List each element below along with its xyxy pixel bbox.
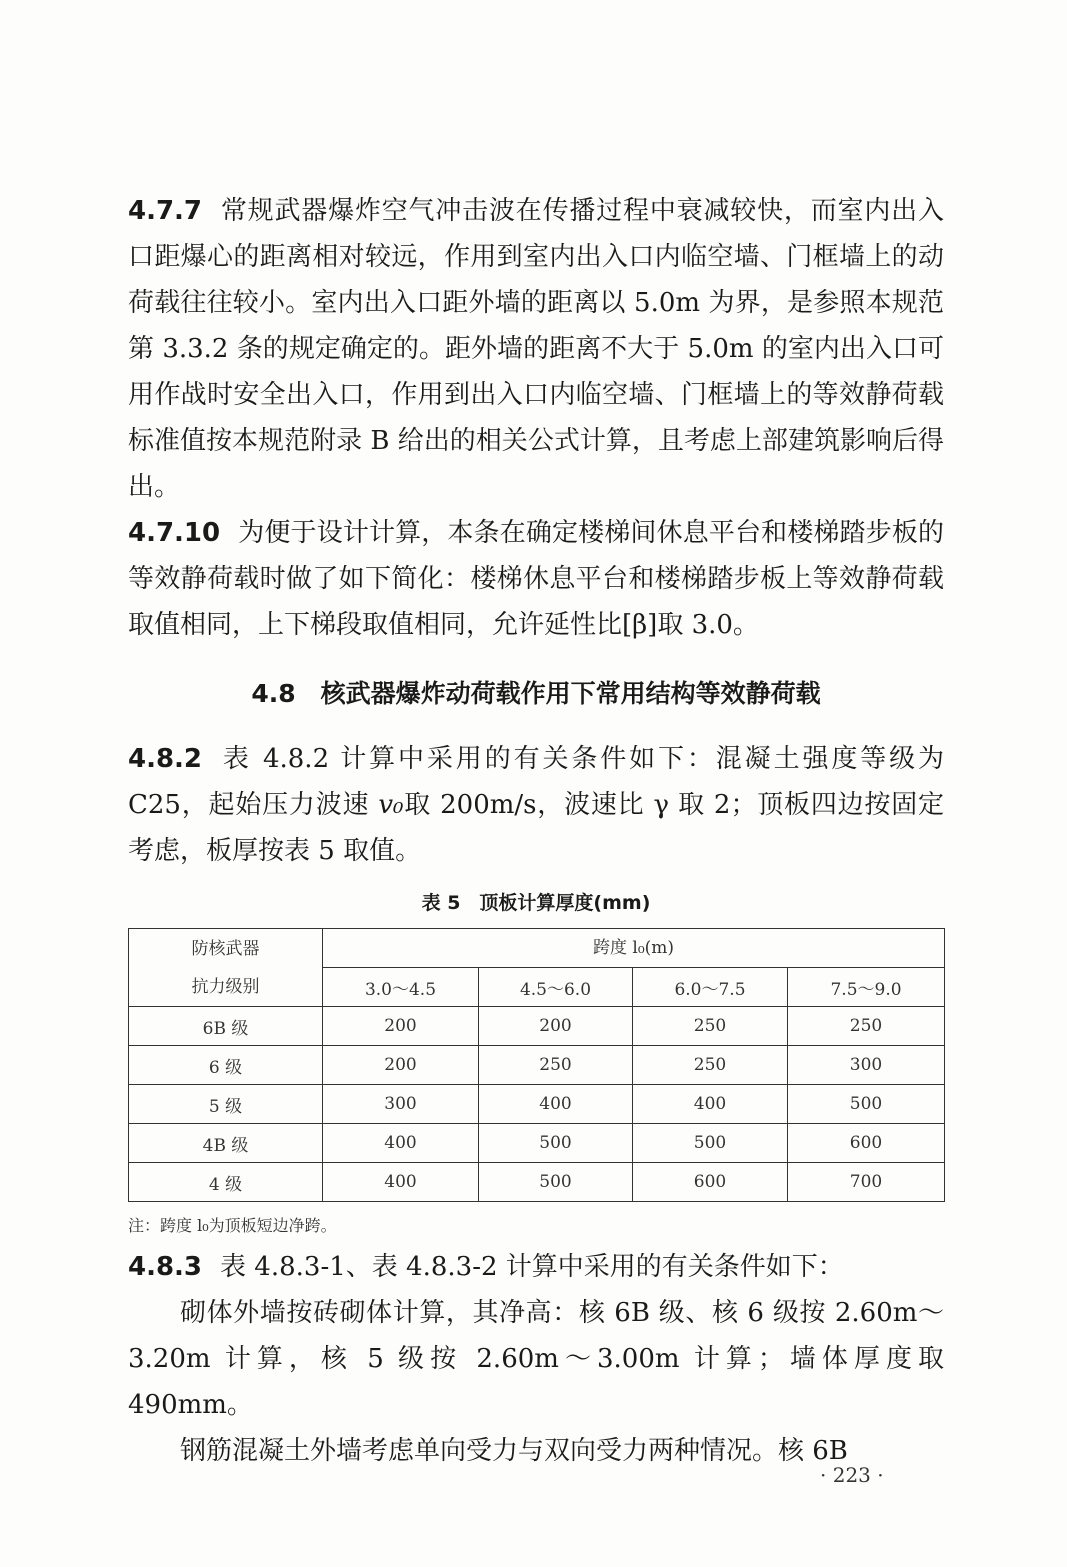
value-cell: 200 [323,1007,479,1046]
table-row [129,1085,945,1124]
row-header-line1: 防核武器 [191,938,260,959]
column-header: 4.5～6.0 [479,968,633,1007]
level-cell: 5 级 [129,1085,323,1124]
row-header-line2: 抗力级别 [191,976,260,997]
clause-text: 常规武器爆炸空气冲击波在传播过程中衰减较快，而室内出入口距爆心的距离相对较远，作用到室内出入口内临空墙、门框墙上的动荷载往往较小。室内出入口距外墙的距离以 5.0m 为界，是参照本规范第 3.3.2 条的规定确定的。距外墙的距离不大于 5.0m 的室内出入口可用作战时安全出入口，作用到出入口内临空墙、门框墙上的等效静荷载标准值按本规范附录 B 给出的相关公式计算，且考虑上部建筑影响后得出。 [128,196,944,502]
clause-number: 4.8.3 [128,1252,203,1282]
clause-4-8-3 [128,1244,944,1290]
value-cell: 400 [323,1124,479,1163]
clause-number: 4.7.7 [128,196,203,226]
value-cell: 500 [633,1124,788,1163]
clause-text: 为便于设计计算，本条在确定楼梯间休息平台和楼梯踏步板的等效静荷载时做了如下简化：楼梯休息平台和楼梯踏步板上等效静荷载取值相同，上下梯段取值相同，允许延性比[β]取 3.0。 [128,518,944,640]
clause-text: 表 4.8.3-1、表 4.8.3-2 计算中采用的有关条件如下： [220,1252,844,1282]
value-cell: 600 [788,1124,945,1163]
value-cell: 600 [633,1163,788,1202]
value-cell: 300 [788,1046,945,1085]
section-title: 4.8 核武器爆炸动荷载作用下常用结构等效静荷载 [251,679,821,708]
level-cell: 4 级 [129,1163,323,1202]
clause-4-8-3-para3: 钢筋混凝土外墙考虑单向受力与双向受力两种情况。核 6B [180,1436,848,1466]
table-row [129,1124,945,1163]
row-header-cell [129,929,323,1007]
value-cell: 500 [479,1163,633,1202]
clause-text: 表 4.8.2 计算中采用的有关条件如下：混凝土强度等级为 C25，起始压力波速 [128,744,944,820]
value-cell: 700 [788,1163,945,1202]
column-header: 3.0～4.5 [323,968,479,1007]
value-cell: 400 [323,1163,479,1202]
value-cell: 300 [323,1085,479,1124]
page-number: · 223 · [820,1463,884,1487]
table-row [129,1046,945,1085]
clause-4-8-3-para2: 砌体外墙按砖砌体计算，其净高：核 6B 级、核 6 级按 2.60m～3.20m 计算，核 5 级按 2.60m～3.00m 计算；墙体厚度取 490mm。 [128,1298,944,1420]
roof-thickness-table [128,928,945,1202]
table-row [129,1007,945,1046]
page-content [128,188,944,1474]
table-note: 注：跨度 l₀为顶板短边净跨。 [128,1216,337,1235]
clause-text-cont: 取 200m/s，波速比 γ 取 2；顶板四边按固定考虑，板厚按表 5 取值。 [128,790,944,866]
level-cell: 6B 级 [129,1007,323,1046]
column-header: 7.5～9.0 [788,968,945,1007]
table-title: 表 5 顶板计算厚度(mm) [421,892,651,914]
clause-4-7-10 [128,510,944,648]
table-row [129,1163,945,1202]
value-cell: 250 [633,1046,788,1085]
column-header: 6.0～7.5 [633,968,788,1007]
value-cell: 200 [479,1007,633,1046]
value-cell: 500 [788,1085,945,1124]
value-cell: 250 [479,1046,633,1085]
clause-number: 4.7.10 [128,518,221,548]
clause-4-8-2 [128,736,944,874]
clause-4-7-7 [128,188,944,510]
clause-number: 4.8.2 [128,744,203,774]
level-cell: 4B 级 [129,1124,323,1163]
value-cell: 200 [323,1046,479,1085]
value-cell: 250 [788,1007,945,1046]
span-header: 跨度 l₀(m) [323,929,945,968]
value-cell: 400 [633,1085,788,1124]
value-cell: 400 [479,1085,633,1124]
level-cell: 6 级 [129,1046,323,1085]
value-cell: 500 [479,1124,633,1163]
value-cell: 250 [633,1007,788,1046]
variable-v0: v₀ [378,790,404,820]
